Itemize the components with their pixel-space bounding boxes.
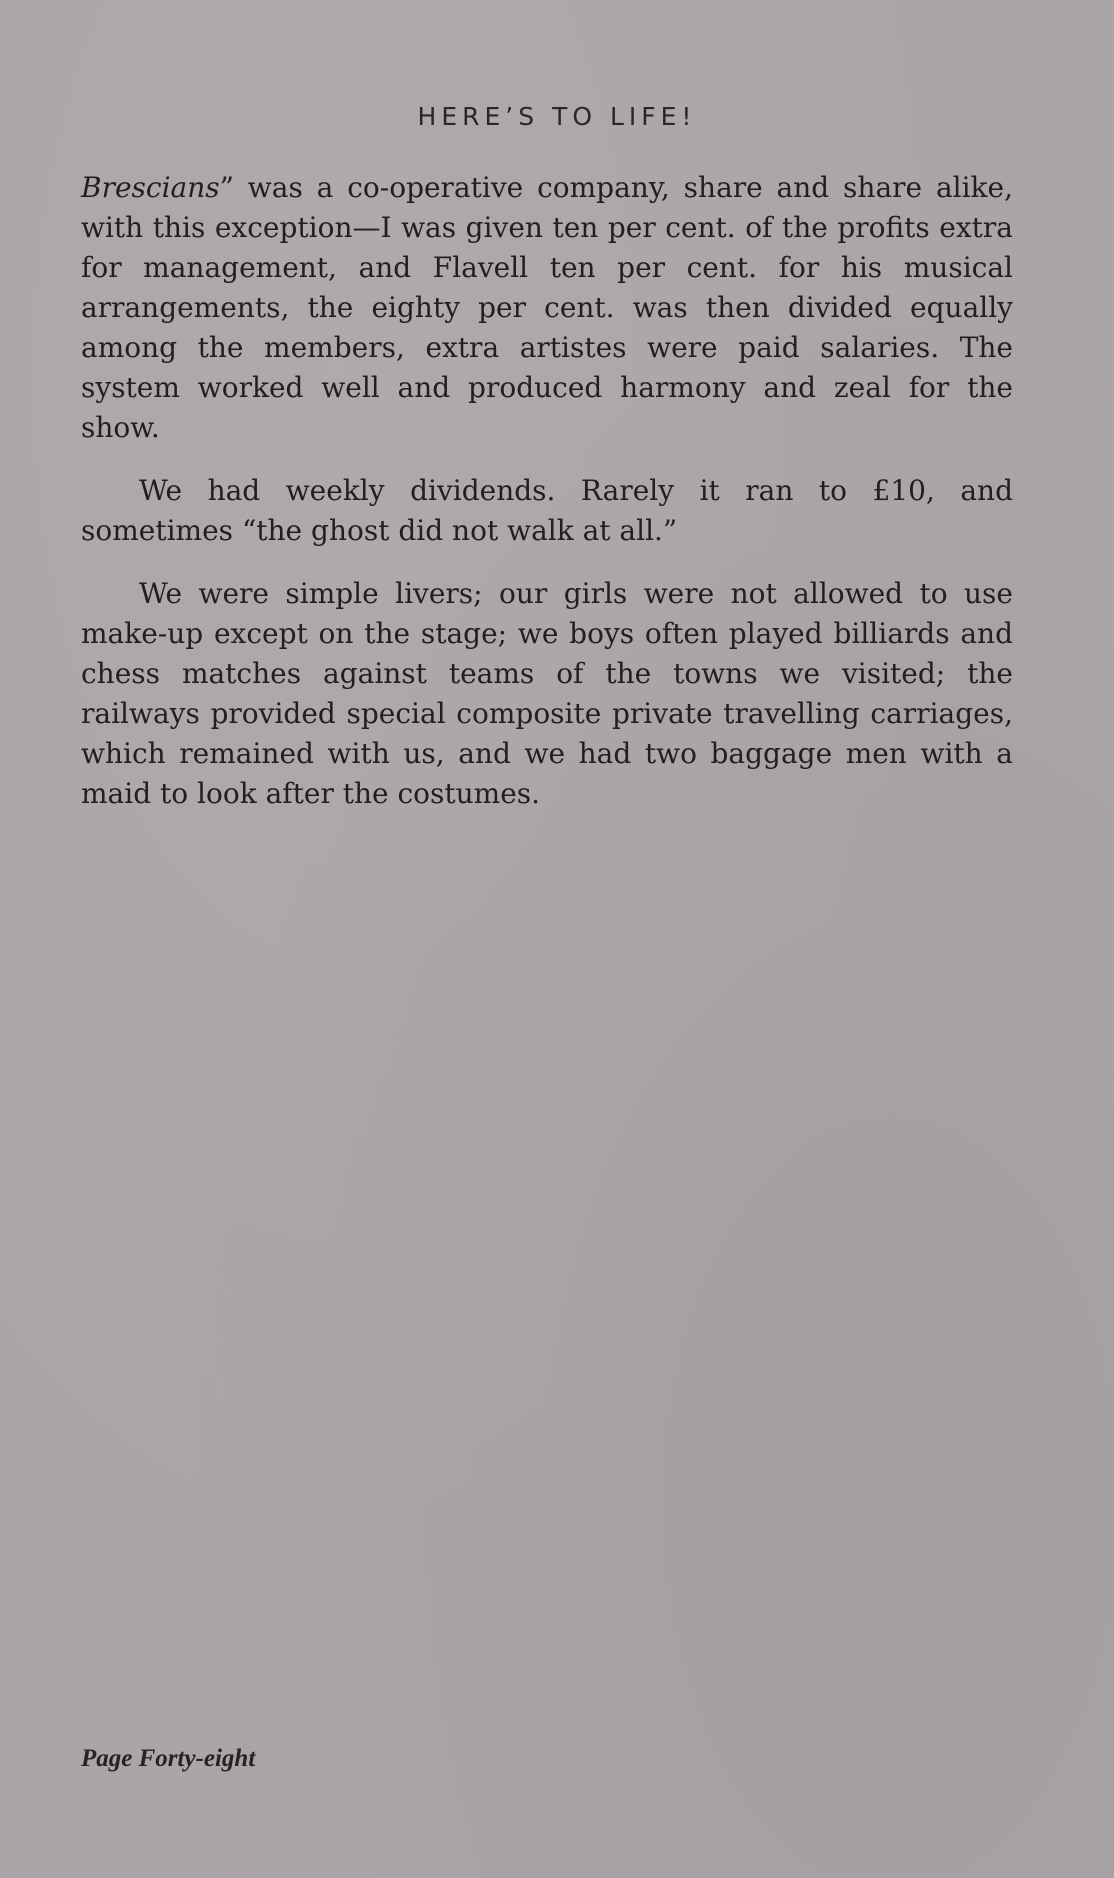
paragraph-1-italic-lead: Brescians xyxy=(81,171,220,204)
paragraph-1-text: ” was a co-operative company, share and share alike, with this exception—I was given ten per cent. of the profits extra for management, and Flavell ten per cent. for his musical arrangements, the eighty per cent. was then divided equally among the members, extra artistes were paid salaries. The system worked well and produced harmony and zeal for the show. xyxy=(81,171,1013,444)
paragraph-2: We had weekly dividends. Rarely it ran to £10, and sometimes “the ghost did not walk at all.” xyxy=(81,474,1013,547)
page-number: Page Forty-eight xyxy=(81,1745,256,1772)
body-text xyxy=(81,168,1013,837)
running-head: HERE’S TO LIFE! xyxy=(417,102,697,131)
paragraph-3: We were simple livers; our girls were not allowed to use make-up except on the stage; we boys often played billiards and chess matches against teams of the towns we visited; the railways provided special composite private travelling carriages, which remained with us, and we had two baggage men with a maid to look after the costumes. xyxy=(81,577,1013,810)
paragraph-1 xyxy=(81,168,1013,448)
